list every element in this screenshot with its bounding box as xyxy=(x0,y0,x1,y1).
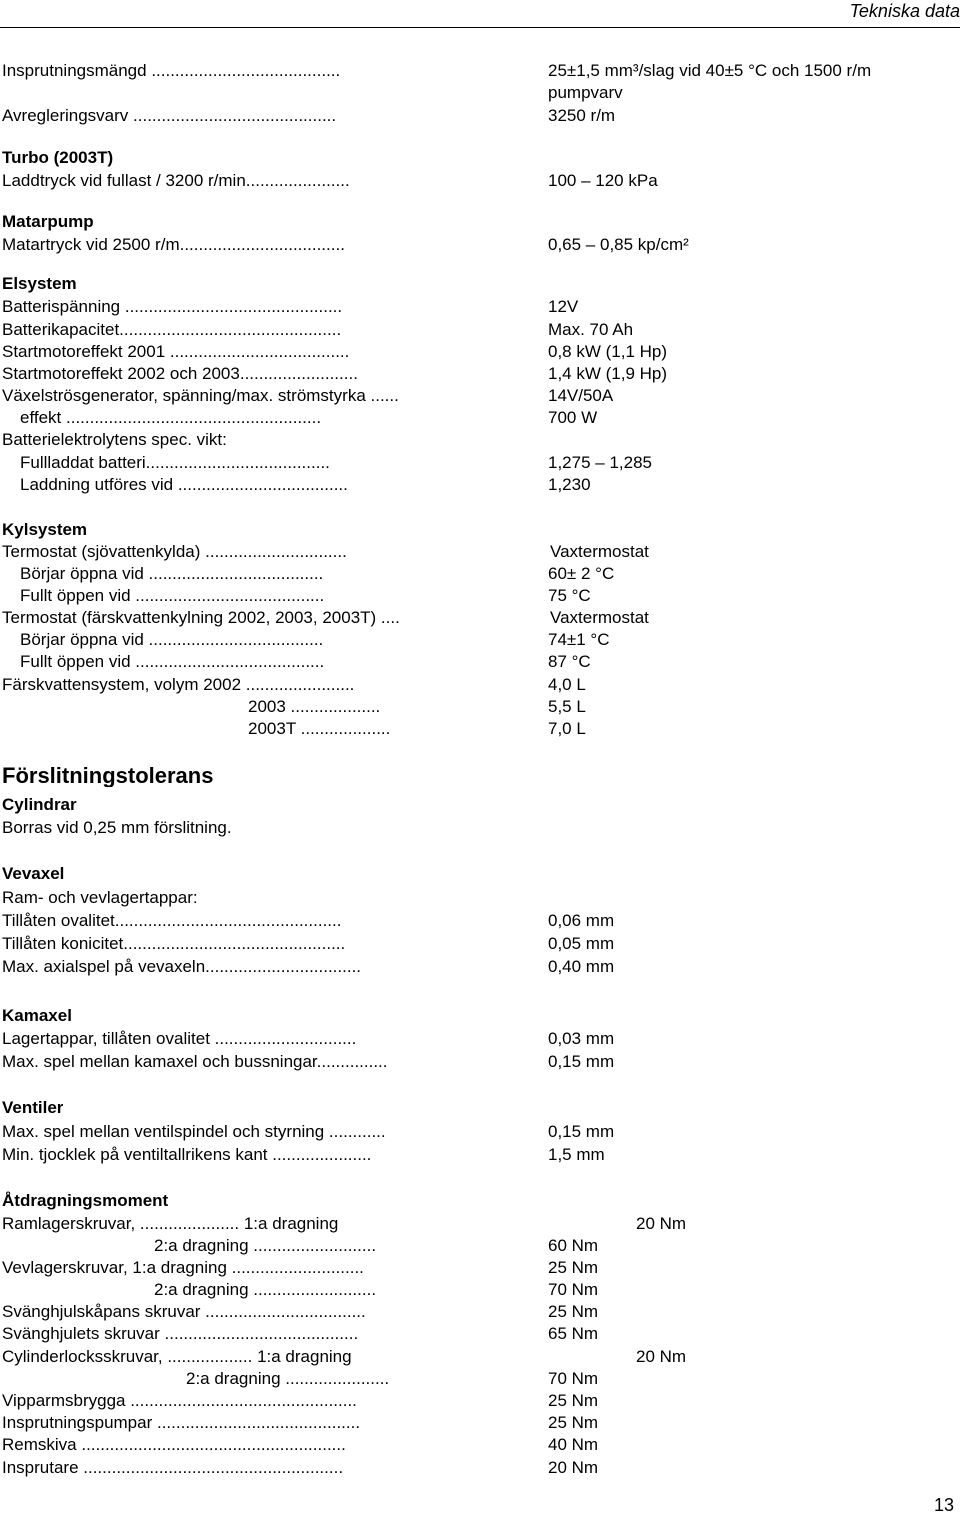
header-rule xyxy=(0,27,960,28)
spec-value: 75 °C xyxy=(548,586,591,605)
spec-label: Turbo (2003T) xyxy=(2,148,114,167)
spec-value-extra: 20 Nm xyxy=(636,1214,687,1233)
spec-label: 2003T ................... xyxy=(248,719,391,738)
spec-row xyxy=(0,1457,960,1479)
spec-row xyxy=(0,1257,960,1279)
spec-row xyxy=(0,817,960,839)
spec-value: 25 Nm xyxy=(548,1258,599,1277)
spec-label: Max. axialspel på vevaxeln................................. xyxy=(2,957,362,976)
section-heading xyxy=(0,794,960,816)
spec-value: 0,03 mm xyxy=(548,1029,615,1048)
spec-row xyxy=(0,1434,960,1456)
spec-value: 1,275 – 1,285 xyxy=(548,453,652,472)
spec-label: Remskiva ........................................................ xyxy=(2,1435,346,1454)
section-title xyxy=(0,765,960,787)
spec-label: Vevaxel xyxy=(2,864,65,883)
spec-value: 70 Nm xyxy=(548,1280,599,1299)
spec-row xyxy=(0,585,960,607)
spec-label: Vipparmsbrygga ................................................ xyxy=(2,1391,357,1410)
spec-row xyxy=(0,1028,960,1050)
section-heading xyxy=(0,519,960,541)
spec-label: Insprutningsmängd ........................................ xyxy=(2,61,341,80)
spec-label: Batterikapacitet............................................... xyxy=(2,320,342,339)
spec-label: Kylsystem xyxy=(2,520,88,539)
spec-label: Åtdragningsmoment xyxy=(2,1191,169,1210)
spec-label: Matartryck vid 2500 r/m................................... xyxy=(2,235,345,254)
page-number: 13 xyxy=(933,1495,954,1515)
spec-row xyxy=(0,296,960,318)
spec-row xyxy=(0,1412,960,1434)
running-header: Tekniska data xyxy=(849,1,960,21)
spec-value: 0,05 mm xyxy=(548,934,615,953)
spec-row xyxy=(0,452,960,474)
spec-value: 25 Nm xyxy=(548,1413,599,1432)
spec-label: Färskvattensystem, volym 2002 ....................... xyxy=(2,675,355,694)
spec-row xyxy=(0,910,960,932)
spec-value: 4,0 L xyxy=(548,675,586,694)
spec-label: Startmotoreffekt 2001 ...................................... xyxy=(2,342,350,361)
spec-value: Max. 70 Ah xyxy=(548,320,634,339)
spec-label: Tillåten konicitet............................................... xyxy=(2,934,346,953)
spec-value: 74±1 °C xyxy=(548,630,610,649)
spec-value: Vaxtermostat xyxy=(550,608,649,627)
spec-row xyxy=(0,1301,960,1323)
spec-row xyxy=(0,429,960,451)
spec-row xyxy=(0,887,960,909)
spec-value: 20 Nm xyxy=(548,1458,599,1477)
spec-label: Cylinderlocksskruvar, .................. 1:a dragning xyxy=(2,1347,352,1366)
spec-label: 2:a dragning .......................... xyxy=(154,1236,377,1255)
spec-row xyxy=(0,60,960,102)
spec-label: Ventiler xyxy=(2,1098,64,1117)
spec-label: Börjar öppna vid ..................................... xyxy=(20,630,324,649)
spec-value: 60± 2 °C xyxy=(548,564,615,583)
spec-label: Batterielektrolytens spec. vikt: xyxy=(2,430,227,449)
spec-value: 0,8 kW (1,1 Hp) xyxy=(548,342,668,361)
spec-label: Fullladdat batteri....................................... xyxy=(20,453,330,472)
spec-value: 100 – 120 kPa xyxy=(548,171,658,190)
spec-label: Växelströsgenerator, spänning/max. strömstyrka ...... xyxy=(2,386,399,405)
spec-value-continued: pumpvarv xyxy=(548,83,623,102)
spec-row xyxy=(0,1323,960,1345)
section-heading xyxy=(0,1005,960,1027)
spec-label: Vevlagerskruvar, 1:a dragning ............................ xyxy=(2,1258,364,1277)
section-heading xyxy=(0,1190,960,1212)
spec-row xyxy=(0,956,960,978)
spec-value: 7,0 L xyxy=(548,719,586,738)
spec-value: 40 Nm xyxy=(548,1435,599,1454)
spec-label: Termostat (färskvattenkylning 2002, 2003, 2003T) .... xyxy=(2,608,400,627)
spec-label: 2003 ................... xyxy=(248,697,381,716)
spec-row xyxy=(0,674,960,696)
spec-value: 14V/50A xyxy=(548,386,614,405)
spec-label: Elsystem xyxy=(2,274,77,293)
spec-row xyxy=(0,1235,960,1257)
spec-label: Ram- och vevlagertappar: xyxy=(2,888,198,907)
spec-label: Startmotoreffekt 2002 och 2003......................... xyxy=(2,364,358,383)
spec-value: 0,15 mm xyxy=(548,1052,615,1071)
spec-label: Laddning utföres vid .................................... xyxy=(20,475,348,494)
spec-row xyxy=(0,1390,960,1412)
spec-row xyxy=(0,363,960,385)
spec-value: 25 Nm xyxy=(548,1302,599,1321)
spec-label: effekt ...................................................... xyxy=(20,408,322,427)
spec-label: Insprutare ....................................................... xyxy=(2,1458,344,1477)
spec-row xyxy=(0,541,960,563)
spec-value: 87 °C xyxy=(548,652,591,671)
spec-row xyxy=(0,1279,960,1301)
spec-label: 2:a dragning ...................... xyxy=(186,1369,390,1388)
spec-label: Fullt öppen vid ........................................ xyxy=(20,652,325,671)
spec-value: 0,40 mm xyxy=(548,957,615,976)
spec-label: Ramlagerskruvar, ..................... 1:a dragning xyxy=(2,1214,339,1233)
spec-row xyxy=(0,234,960,256)
spec-row xyxy=(0,696,960,718)
spec-label: Batterispänning .............................................. xyxy=(2,297,343,316)
spec-row xyxy=(0,1144,960,1166)
spec-row xyxy=(0,385,960,407)
section-heading xyxy=(0,1097,960,1119)
spec-value-extra: 20 Nm xyxy=(636,1347,687,1366)
spec-row xyxy=(0,629,960,651)
spec-label: Börjar öppna vid ..................................... xyxy=(20,564,324,583)
section-heading xyxy=(0,863,960,885)
spec-row xyxy=(0,105,960,127)
spec-label: Svänghjulskåpans skruvar .................................. xyxy=(2,1302,366,1321)
spec-label: Förslitningstolerans xyxy=(2,765,214,787)
spec-label: Max. spel mellan kamaxel och bussningar............... xyxy=(2,1052,388,1071)
spec-value: 0,65 – 0,85 kp/cm² xyxy=(548,235,689,254)
spec-row xyxy=(0,651,960,673)
spec-value: 5,5 L xyxy=(548,697,586,716)
spec-row xyxy=(0,607,960,629)
spec-label: Termostat (sjövattenkylda) .............................. xyxy=(2,542,347,561)
spec-label: Insprutningspumpar ........................................... xyxy=(2,1413,361,1432)
spec-label: Borras vid 0,25 mm förslitning. xyxy=(2,818,232,837)
spec-label: Tillåten ovalitet................................................ xyxy=(2,911,342,930)
spec-value: 3250 r/m xyxy=(548,106,616,125)
spec-value: 70 Nm xyxy=(548,1369,599,1388)
spec-value: 0,06 mm xyxy=(548,911,615,930)
spec-label: 2:a dragning .......................... xyxy=(154,1280,377,1299)
section-heading xyxy=(0,273,960,295)
spec-label: Min. tjocklek på ventiltallrikens kant ..................... xyxy=(2,1145,372,1164)
spec-value: Vaxtermostat xyxy=(550,542,649,561)
spec-value: 60 Nm xyxy=(548,1236,599,1255)
spec-row xyxy=(0,1121,960,1143)
spec-row xyxy=(0,341,960,363)
spec-row xyxy=(0,563,960,585)
spec-label: Kamaxel xyxy=(2,1006,72,1025)
spec-value: 1,4 kW (1,9 Hp) xyxy=(548,364,668,383)
spec-row xyxy=(0,170,960,192)
spec-value: 1,5 mm xyxy=(548,1145,605,1164)
section-heading xyxy=(0,211,960,233)
spec-row xyxy=(0,474,960,496)
spec-label: Matarpump xyxy=(2,212,94,231)
spec-row xyxy=(0,933,960,955)
spec-label: Avregleringsvarv ........................................... xyxy=(2,106,337,125)
spec-value: 25 Nm xyxy=(548,1391,599,1410)
spec-row xyxy=(0,1368,960,1390)
spec-label: Laddtryck vid fullast / 3200 r/min...................... xyxy=(2,171,350,190)
spec-row xyxy=(0,319,960,341)
spec-row xyxy=(0,407,960,429)
section-heading xyxy=(0,147,960,169)
spec-label: Svänghjulets skruvar ......................................... xyxy=(2,1324,359,1343)
spec-label: Lagertappar, tillåten ovalitet .............................. xyxy=(2,1029,357,1048)
spec-value: 65 Nm xyxy=(548,1324,599,1343)
spec-label: Fullt öppen vid ........................................ xyxy=(20,586,325,605)
spec-label: Cylindrar xyxy=(2,795,77,814)
spec-row xyxy=(0,1213,960,1235)
spec-value: 25±1,5 mm³/slag vid 40±5 °C och 1500 r/m xyxy=(548,61,872,80)
spec-value: 12V xyxy=(548,297,579,316)
spec-value: 0,15 mm xyxy=(548,1122,615,1141)
spec-value: 700 W xyxy=(548,408,598,427)
spec-row xyxy=(0,1346,960,1368)
spec-value: 1,230 xyxy=(548,475,591,494)
spec-row xyxy=(0,718,960,740)
spec-row xyxy=(0,1051,960,1073)
spec-label: Max. spel mellan ventilspindel och styrning ............ xyxy=(2,1122,386,1141)
